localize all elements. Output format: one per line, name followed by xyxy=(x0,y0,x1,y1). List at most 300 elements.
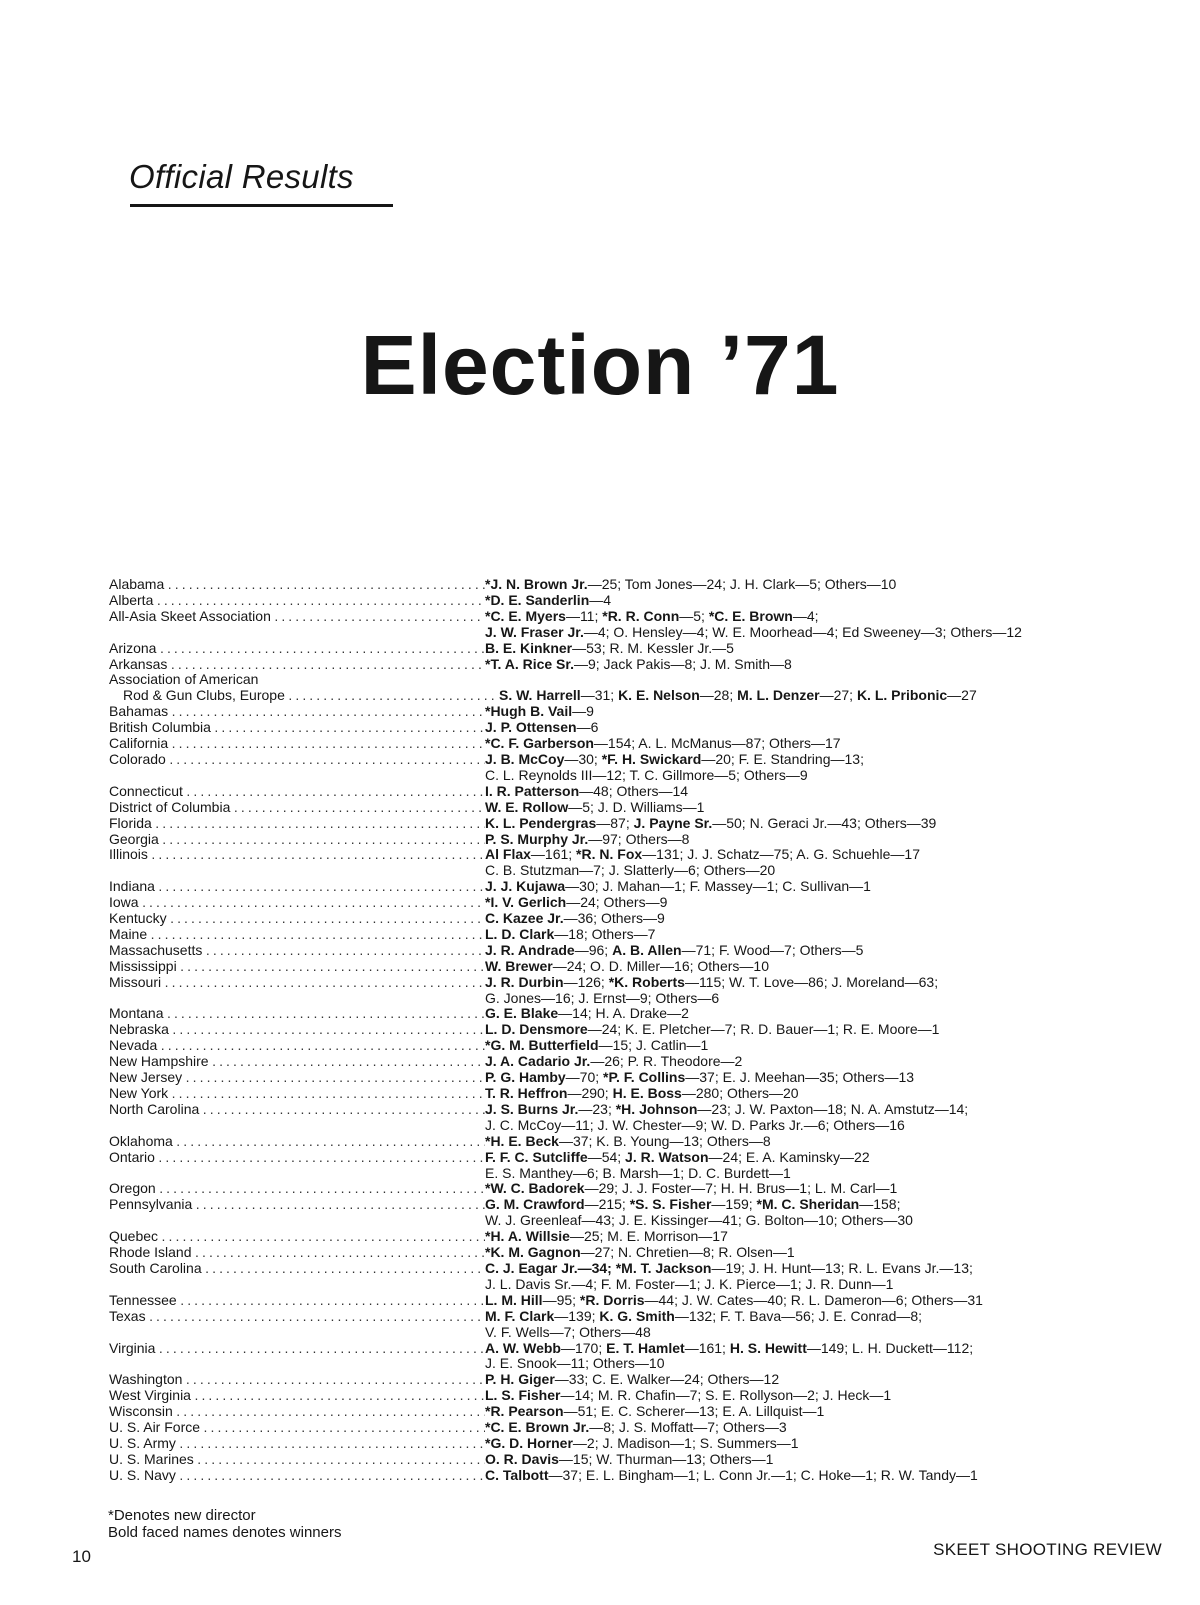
result-row xyxy=(109,1372,1159,1388)
candidate-bold: W. E. Rollow xyxy=(485,798,569,815)
vote-results xyxy=(485,577,1159,593)
candidate-bold: *W. C. Badorek xyxy=(485,1180,585,1197)
state-name: Arizona . . . xyxy=(109,641,485,657)
state-name: Nebraska . . . xyxy=(109,1022,485,1038)
result-row xyxy=(109,1293,1159,1309)
footnote-new-director: *Denotes new director xyxy=(108,1507,256,1524)
state-name: California . . . xyxy=(109,736,485,752)
result-row xyxy=(109,1404,1159,1420)
candidate-text: —26; P. R. Theodore—2 xyxy=(590,1053,743,1070)
result-row xyxy=(109,577,1159,593)
result-row xyxy=(109,752,1159,768)
candidate-bold: *C. E. Brown Jr. xyxy=(485,1419,590,1436)
candidate-bold: *J. N. Brown Jr. xyxy=(485,576,588,592)
vote-results xyxy=(485,609,1159,625)
state-name: Ontario . . . xyxy=(109,1150,485,1166)
candidate-text: —28; xyxy=(699,687,738,704)
candidate-text: —290; xyxy=(567,1085,613,1101)
result-row xyxy=(109,1054,1159,1070)
result-row xyxy=(109,1070,1159,1086)
vote-results xyxy=(485,593,1159,609)
state-name: District of Columbia . . . xyxy=(109,800,485,816)
candidate-text: J. C. McCoy—11; J. W. Chester—9; W. D. Parks Jr.—6; Others—16 xyxy=(485,1116,905,1133)
vote-results-continued xyxy=(109,1325,1159,1341)
candidate-bold: A. W. Webb xyxy=(485,1339,561,1356)
vote-results xyxy=(485,1022,1159,1038)
footnote xyxy=(108,1507,341,1541)
candidate-text: —23; J. W. Paxton—18; N. A. Amstutz—14; xyxy=(697,1100,969,1117)
candidate-text: J. L. Davis Sr.—4; F. M. Foster—1; J. K. Pierce—1; J. R. Dunn—1 xyxy=(485,1275,894,1292)
candidate-text: —87; xyxy=(596,814,634,831)
vote-results xyxy=(485,1436,1159,1452)
vote-results xyxy=(485,1372,1159,1388)
candidate-text: —53; R. M. Kessler Jr.—5 xyxy=(572,639,734,656)
state-name: Kentucky . . . xyxy=(109,911,485,927)
vote-results xyxy=(485,1038,1159,1054)
vote-results-continued xyxy=(109,1118,1159,1134)
vote-results xyxy=(485,927,1159,943)
state-name: North Carolina . . . xyxy=(109,1102,485,1118)
candidate-text: —37; E. J. Meehan—35; Others—13 xyxy=(685,1069,915,1086)
candidate-bold: J. B. McCoy xyxy=(485,750,565,767)
vote-results xyxy=(485,1341,1159,1357)
result-row xyxy=(109,1388,1159,1404)
candidate-text: —51; E. C. Scherer—13; E. A. Lillquist—1 xyxy=(563,1403,825,1420)
result-row xyxy=(109,1022,1159,1038)
candidate-text: —4 xyxy=(589,591,612,608)
candidate-bold: H. E. Boss xyxy=(612,1085,682,1101)
result-row xyxy=(109,609,1159,625)
candidate-text: C. L. Reynolds III—12; T. C. Gillmore—5; Others—9 xyxy=(485,766,808,783)
candidate-text: —4; O. Hensley—4; W. E. Moorhead—4; Ed Sweeney—3; Others—12 xyxy=(583,623,1022,640)
candidate-bold: A. B. Allen xyxy=(612,941,682,958)
result-row xyxy=(109,1102,1159,1118)
result-row xyxy=(109,1341,1159,1357)
state-name: Oregon . . . xyxy=(109,1181,485,1197)
state-name: Bahamas . . . xyxy=(109,704,485,720)
candidate-bold: P. S. Murphy Jr. xyxy=(485,830,589,847)
vote-results xyxy=(485,1309,1159,1325)
candidate-bold: P. H. Giger xyxy=(485,1371,555,1388)
state-name: South Carolina . . . xyxy=(109,1261,485,1277)
vote-results xyxy=(485,1054,1159,1070)
candidate-bold: L. D. Densmore xyxy=(485,1021,588,1038)
candidate-text: —36; Others—9 xyxy=(563,910,665,927)
candidate-bold: F. F. C. Sutcliffe xyxy=(485,1148,588,1165)
vote-results xyxy=(485,1229,1159,1245)
candidate-text: —31; xyxy=(580,687,619,704)
state-name: U. S. Army . . . xyxy=(109,1436,485,1452)
candidate-bold: J. R. Watson xyxy=(625,1148,709,1165)
candidate-text: —27 xyxy=(947,687,977,704)
candidate-text: —126; xyxy=(563,973,609,990)
vote-results xyxy=(485,1197,1159,1213)
candidate-bold: *H. Johnson xyxy=(615,1100,698,1117)
candidate-text: —54; xyxy=(587,1148,626,1165)
candidate-text: —18; Others—7 xyxy=(554,925,656,942)
candidate-text: —161; xyxy=(684,1339,730,1356)
vote-results xyxy=(485,832,1159,848)
result-row xyxy=(109,847,1159,863)
state-name: Pennsylvania . . . xyxy=(109,1197,485,1213)
state-name: Maine . . . xyxy=(109,927,485,943)
vote-results xyxy=(485,641,1159,657)
state-name: U. S. Navy . . . xyxy=(109,1468,485,1484)
result-row xyxy=(109,1134,1159,1150)
candidate-bold: *F. H. Swickard xyxy=(601,750,702,767)
candidate-bold: G. E. Blake xyxy=(485,1005,559,1022)
state-name: New Jersey . . . xyxy=(109,1070,485,1086)
result-row xyxy=(109,832,1159,848)
candidate-bold: *R. R. Conn xyxy=(602,607,680,624)
vote-results xyxy=(485,1261,1159,1277)
vote-results xyxy=(485,879,1159,895)
candidate-bold: I. R. Patterson xyxy=(485,782,580,799)
candidate-text: —48; Others—14 xyxy=(579,782,689,799)
candidate-text: —161; xyxy=(530,846,577,863)
vote-results xyxy=(485,720,1159,736)
candidate-text: —11; xyxy=(565,607,603,624)
vote-results xyxy=(485,1134,1159,1150)
candidate-bold: K. E. Nelson xyxy=(618,687,700,704)
state-name: Mississippi . . . xyxy=(109,959,485,975)
candidate-text: —215; xyxy=(584,1196,630,1213)
result-row xyxy=(109,672,1159,688)
result-row xyxy=(109,784,1159,800)
state-name: Washington . . . xyxy=(109,1372,485,1388)
candidate-text: —15; W. Thurman—13; Others—1 xyxy=(558,1450,774,1467)
candidate-bold: H. S. Hewitt xyxy=(729,1339,807,1356)
candidate-bold: *H. A. Willsie xyxy=(485,1228,570,1245)
candidate-text: —170; xyxy=(560,1339,607,1356)
candidate-text: V. F. Wells—7; Others—48 xyxy=(485,1323,651,1340)
candidate-text: —30; J. Mahan—1; F. Massey—1; C. Sullivan—1 xyxy=(565,878,871,895)
candidate-text: —25; Tom Jones—24; J. H. Clark—5; Others—10 xyxy=(587,576,897,592)
candidate-text: —71; F. Wood—7; Others—5 xyxy=(681,941,864,958)
vote-results-continued xyxy=(109,863,1159,879)
candidate-bold: *K. M. Gagnon xyxy=(485,1244,581,1261)
result-row xyxy=(109,1181,1159,1197)
state-name: Iowa . . . xyxy=(109,895,485,911)
candidate-text: —33; C. E. Walker—24; Others—12 xyxy=(554,1371,780,1388)
candidate-bold: C. Talbott xyxy=(485,1466,549,1483)
candidate-text: —5; J. D. Williams—1 xyxy=(568,798,705,815)
candidate-text: —23; xyxy=(578,1100,616,1117)
candidate-text: W. J. Greenleaf—43; J. E. Kissinger—41; G. Bolton—10; Others—30 xyxy=(485,1212,913,1229)
result-row xyxy=(109,1038,1159,1054)
state-name: New York . . . xyxy=(109,1086,485,1102)
vote-results xyxy=(485,1245,1159,1261)
vote-results xyxy=(485,1086,1159,1102)
result-row xyxy=(109,927,1159,943)
result-row xyxy=(109,593,1159,609)
candidate-bold: *D. E. Sanderlin xyxy=(485,591,590,608)
result-row xyxy=(109,657,1159,673)
page-title: Election ’71 xyxy=(360,318,840,412)
state-name: Quebec . . . xyxy=(109,1229,485,1245)
candidate-text: —158; xyxy=(859,1196,901,1213)
vote-results xyxy=(485,657,1159,673)
candidate-text: —19; J. H. Hunt—13; R. L. Evans Jr.—13; xyxy=(711,1259,973,1276)
candidate-bold: J. W. Fraser Jr. xyxy=(485,623,584,640)
vote-results-continued xyxy=(109,1277,1159,1293)
candidate-bold: *C. F. Garberson xyxy=(485,735,594,752)
state-name: Rod & Gun Clubs, Europe . . . xyxy=(109,688,499,704)
state-name: Missouri . . . xyxy=(109,975,485,991)
candidate-text: —24; E. A. Kaminsky—22 xyxy=(708,1148,870,1165)
candidate-text: C. B. Stutzman—7; J. Slatterly—6; Others—20 xyxy=(485,862,776,879)
candidate-bold: M. F. Clark xyxy=(485,1307,555,1324)
candidate-text: —27; xyxy=(819,687,857,704)
vote-results-continued xyxy=(109,1356,1159,1372)
candidate-bold: K. L. Pendergras xyxy=(485,814,597,831)
vote-results-continued xyxy=(109,768,1159,784)
page-number: 10 xyxy=(72,1547,91,1566)
vote-results xyxy=(485,1404,1159,1420)
candidate-text: —154; A. L. McManus—87; Others—17 xyxy=(593,735,841,752)
vote-results xyxy=(485,847,1159,863)
candidate-bold: W. Brewer xyxy=(485,957,553,974)
candidate-text: —280; Others—20 xyxy=(681,1085,799,1101)
candidate-text: —9 xyxy=(572,703,594,720)
candidate-text: —5; xyxy=(679,607,709,624)
candidate-text: —37; K. B. Young—13; Others—8 xyxy=(558,1132,771,1149)
state-name: Indiana . . . xyxy=(109,879,485,895)
candidate-text: —132; F. T. Bava—56; J. E. Conrad—8; xyxy=(674,1307,923,1324)
candidate-bold: J. R. Andrade xyxy=(485,941,575,958)
vote-results xyxy=(485,1468,1159,1484)
candidate-text: —37; E. L. Bingham—1; L. Conn Jr.—1; C. Hoke—1; R. W. Tandy—1 xyxy=(548,1466,978,1483)
state-name: U. S. Air Force . . . xyxy=(109,1420,485,1436)
results-list xyxy=(109,577,1159,1484)
state-name: Nevada . . . xyxy=(109,1038,485,1054)
candidate-bold: *G. M. Butterfield xyxy=(485,1037,599,1054)
candidate-bold: L. M. Hill xyxy=(485,1291,543,1308)
vote-results xyxy=(485,1420,1159,1436)
result-row xyxy=(109,1150,1159,1166)
candidate-bold: *T. A. Rice Sr. xyxy=(485,655,574,672)
state-name: Massachusetts . . . xyxy=(109,943,485,959)
candidate-bold: J. R. Durbin xyxy=(485,973,564,990)
result-row xyxy=(109,1261,1159,1277)
result-row xyxy=(109,1309,1159,1325)
candidate-bold: *R. N. Fox xyxy=(576,846,643,863)
candidate-bold: E. T. Hamlet xyxy=(606,1339,685,1356)
candidate-bold: *R. Pearson xyxy=(485,1403,564,1420)
state-name: Texas . . . xyxy=(109,1309,485,1325)
candidate-bold: *M. T. Jackson xyxy=(615,1259,712,1276)
vote-results xyxy=(485,959,1159,975)
vote-results xyxy=(485,1070,1159,1086)
vote-results-continued xyxy=(109,1213,1159,1229)
candidate-bold: J. P. Ottensen xyxy=(485,719,577,736)
state-name: Illinois . . . xyxy=(109,847,485,863)
candidate-text: —14; H. A. Drake—2 xyxy=(558,1005,689,1022)
vote-results xyxy=(485,943,1159,959)
candidate-text: —115; W. T. Love—86; J. Moreland—63; xyxy=(684,973,939,990)
state-name: British Columbia . . . xyxy=(109,720,485,736)
candidate-bold: *K. Roberts xyxy=(608,973,685,990)
result-row xyxy=(109,879,1159,895)
state-name: U. S. Marines . . . xyxy=(109,1452,485,1468)
result-row xyxy=(109,1229,1159,1245)
candidate-text: —15; J. Catlin—1 xyxy=(598,1037,709,1054)
candidate-text: —96; xyxy=(574,941,613,958)
candidate-bold: T. R. Heffron xyxy=(485,1085,568,1101)
state-name: Virginia . . . xyxy=(109,1341,485,1357)
candidate-bold: J. Payne Sr. xyxy=(633,814,713,831)
candidate-bold: O. R. Davis xyxy=(485,1450,559,1467)
candidate-text: E. S. Manthey—6; B. Marsh—1; D. C. Burdett—1 xyxy=(485,1164,791,1181)
vote-results xyxy=(485,800,1159,816)
candidate-text: —9; Jack Pakis—8; J. M. Smith—8 xyxy=(573,655,792,672)
vote-results xyxy=(485,1102,1159,1118)
candidate-text: —27; N. Chretien—8; R. Olsen—1 xyxy=(580,1244,795,1261)
state-name: Rhode Island . . . xyxy=(109,1245,485,1261)
result-row xyxy=(109,1006,1159,1022)
vote-results-continued xyxy=(109,1166,1159,1182)
vote-results-continued xyxy=(109,625,1159,641)
result-row xyxy=(109,895,1159,911)
candidate-text: —29; J. J. Foster—7; H. H. Brus—1; L. M. Carl—1 xyxy=(584,1180,898,1197)
candidate-text: —131; J. J. Schatz—75; A. G. Schuehle—17 xyxy=(642,846,920,863)
candidate-bold: *R. Dorris xyxy=(579,1291,645,1308)
section-kicker: Official Results xyxy=(129,158,354,195)
state-name: All-Asia Skeet Association . . . xyxy=(109,609,485,625)
vote-results xyxy=(485,704,1159,720)
state-name: Florida . . . xyxy=(109,816,485,832)
candidate-bold: G. M. Crawford xyxy=(485,1196,585,1213)
vote-results xyxy=(485,1452,1159,1468)
candidate-text: J. E. Snook—11; Others—10 xyxy=(485,1355,665,1372)
candidate-bold: M. L. Denzer xyxy=(737,687,820,704)
vote-results xyxy=(485,1181,1159,1197)
result-row xyxy=(109,1420,1159,1436)
vote-results xyxy=(485,1388,1159,1404)
vote-results xyxy=(485,1006,1159,1022)
vote-results xyxy=(485,911,1159,927)
result-row xyxy=(109,943,1159,959)
candidate-bold: L. D. Clark xyxy=(485,925,555,942)
vote-results xyxy=(485,1293,1159,1309)
result-row xyxy=(109,1468,1159,1484)
result-row xyxy=(109,816,1159,832)
result-row xyxy=(109,1245,1159,1261)
candidate-text: —44; J. W. Cates—40; R. L. Dameron—6; Others—31 xyxy=(644,1291,983,1308)
candidate-bold: Al Flax xyxy=(485,846,531,863)
state-name: Wisconsin . . . xyxy=(109,1404,485,1420)
candidate-bold: *Hugh B. Vail xyxy=(485,703,573,720)
candidate-bold: S. W. Harrell xyxy=(499,687,581,704)
result-row xyxy=(109,975,1159,991)
publication-name: SKEET SHOOTING REVIEW xyxy=(933,1540,1162,1559)
candidate-text: —20; F. E. Standring—13; xyxy=(701,750,864,767)
candidate-bold: *I. V. Gerlich xyxy=(485,894,567,911)
state-name: Tennessee . . . xyxy=(109,1293,485,1309)
result-row xyxy=(109,1086,1159,1102)
candidate-bold: *M. C. Sheridan xyxy=(756,1196,860,1213)
state-name: Montana . . . xyxy=(109,1006,485,1022)
candidate-bold: B. E. Kinkner xyxy=(485,639,573,656)
state-name: Association of American xyxy=(109,672,259,688)
vote-results xyxy=(485,895,1159,911)
state-name: New Hampshire . . . xyxy=(109,1054,485,1070)
state-name: Georgia . . . xyxy=(109,832,485,848)
candidate-text: —25; M. E. Morrison—17 xyxy=(569,1228,728,1245)
kicker-underline xyxy=(130,204,393,207)
result-row xyxy=(109,704,1159,720)
result-row xyxy=(109,1452,1159,1468)
vote-results xyxy=(485,975,1159,991)
vote-results-continued xyxy=(109,991,1159,1007)
candidate-text: —50; N. Geraci Jr.—43; Others—39 xyxy=(712,814,937,831)
candidate-bold: J. A. Cadario Jr. xyxy=(485,1053,591,1070)
state-name: Alabama . . . xyxy=(109,577,485,593)
result-row xyxy=(109,1436,1159,1452)
candidate-text: —2; J. Madison—1; S. Summers—1 xyxy=(572,1434,799,1451)
result-row xyxy=(109,1197,1159,1213)
candidate-text: —95; xyxy=(542,1291,580,1308)
vote-results xyxy=(499,688,1159,704)
vote-results xyxy=(485,752,1159,768)
result-row xyxy=(109,688,1159,704)
result-row xyxy=(109,641,1159,657)
candidate-bold: *P. F. Collins xyxy=(603,1069,686,1086)
state-name: Colorado . . . xyxy=(109,752,485,768)
vote-results xyxy=(485,672,1159,688)
candidate-text: —139; xyxy=(554,1307,600,1324)
candidate-text: —24; K. E. Pletcher—7; R. D. Bauer—1; R. E. Moore—1 xyxy=(587,1021,940,1038)
state-name: Arkansas . . . xyxy=(109,657,485,673)
candidate-bold: *H. E. Beck xyxy=(485,1132,559,1149)
candidate-bold: *C. E. Brown xyxy=(708,607,793,624)
candidate-bold: C. Kazee Jr. xyxy=(485,910,564,927)
result-row xyxy=(109,959,1159,975)
vote-results xyxy=(485,1150,1159,1166)
candidate-text: —97; Others—8 xyxy=(588,830,690,847)
state-name: West Virginia . . . xyxy=(109,1388,485,1404)
result-row xyxy=(109,911,1159,927)
result-row xyxy=(109,736,1159,752)
candidate-text: —14; M. R. Chafin—7; S. E. Rollyson—2; J. Heck—1 xyxy=(560,1387,892,1404)
result-row xyxy=(109,800,1159,816)
candidate-bold: *S. S. Fisher xyxy=(629,1196,712,1213)
vote-results xyxy=(485,816,1159,832)
candidate-bold: P. G. Hamby xyxy=(485,1069,566,1086)
vote-results xyxy=(485,784,1159,800)
candidate-bold: *C. E. Myers xyxy=(485,607,566,624)
candidate-bold: L. S. Fisher xyxy=(485,1387,561,1404)
candidate-bold: J. S. Burns Jr. xyxy=(485,1100,579,1117)
candidate-text: G. Jones—16; J. Ernst—9; Others—6 xyxy=(485,989,720,1006)
candidate-text: —24; O. D. Miller—16; Others—10 xyxy=(552,957,769,974)
state-name: Oklahoma . . . xyxy=(109,1134,485,1150)
candidate-text: —30; xyxy=(564,750,602,767)
candidate-text: —4; xyxy=(792,607,819,624)
candidate-text: —70; xyxy=(565,1069,604,1086)
candidate-bold: *G. D. Horner xyxy=(485,1434,573,1451)
vote-results xyxy=(485,736,1159,752)
candidate-bold: K. L. Pribonic xyxy=(856,687,948,704)
candidate-text: —6 xyxy=(576,719,599,736)
candidate-text: —159; xyxy=(711,1196,757,1213)
candidate-bold: K. G. Smith xyxy=(599,1307,675,1324)
candidate-text: —8; J. S. Moffatt—7; Others—3 xyxy=(589,1419,787,1436)
state-name: Alberta . . . xyxy=(109,593,485,609)
candidate-text: —149; L. H. Duckett—112; xyxy=(806,1339,974,1356)
candidate-bold: C. J. Eagar Jr.—34; xyxy=(485,1259,616,1276)
state-name: Connecticut . . . xyxy=(109,784,485,800)
